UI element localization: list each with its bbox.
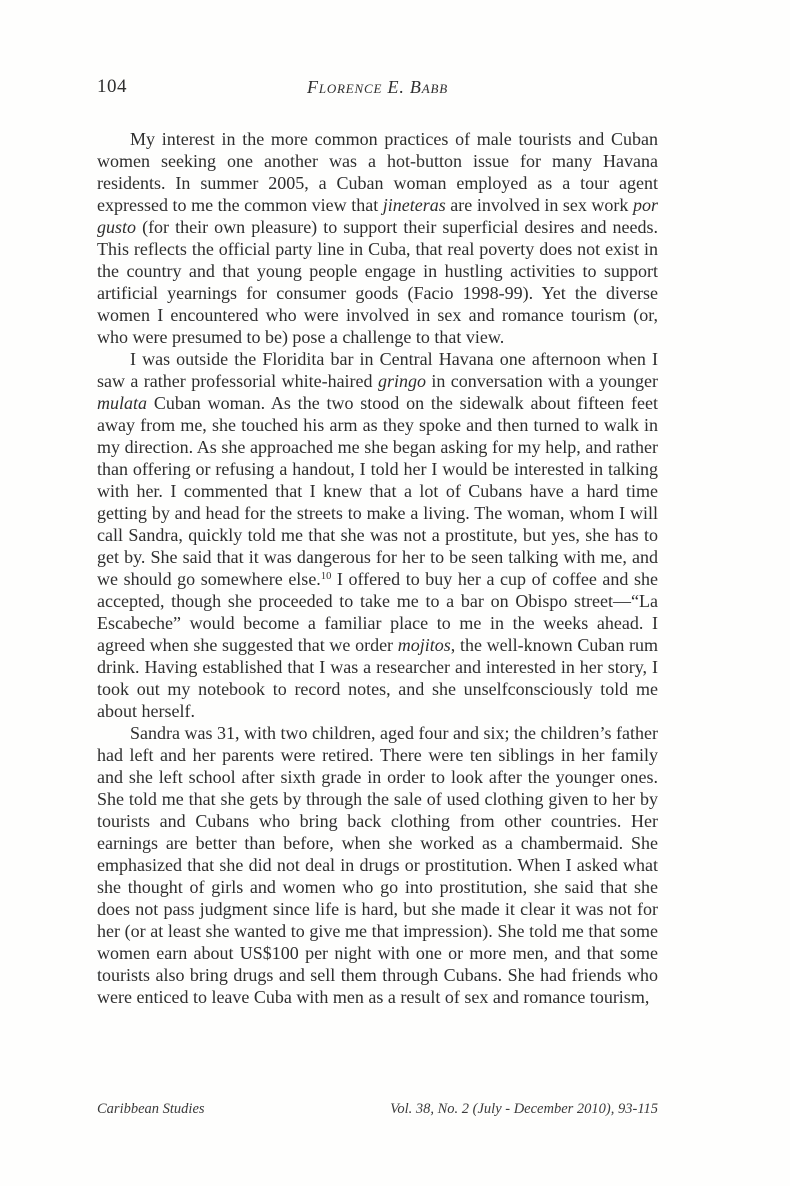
footer-journal-title: Caribbean Studies bbox=[97, 1101, 205, 1117]
text-run: (for their own pleasure) to support their superficial desires and needs. This reflects the official party line in Cuba, that real poverty does not exist in the country and that young people engage in hustling activities to support artificial yearnings for consumer goods (Facio 1998-99). Yet the diverse women I encountered who were involved in sex and romance tourism (or, who were presumed to be) pose a challenge to that view. bbox=[97, 217, 658, 347]
footer-citation: Vol. 38, No. 2 (July - December 2010), 93-115 bbox=[390, 1101, 658, 1117]
italic-term: jineteras bbox=[382, 195, 446, 215]
text-run: Cuban woman. As the two stood on the sidewalk about fifteen feet away from me, she touched his arm as they spoke and then turned to walk in my direction. As she approached me she began asking for my help, and rather than offering or refusing a handout, I told her I would be interested in talking with her. I commented that I knew that a lot of Cubans have a hard time getting by and head for the streets to make a living. The woman, whom I will call Sandra, quickly told me that she was not a prostitute, but yes, she has to get by. She said that it was dangerous for her to be seen talking with me, and we should go somewhere else. bbox=[97, 393, 658, 589]
article-body bbox=[97, 128, 658, 1008]
footnote-marker: 10 bbox=[320, 571, 332, 582]
text-run: I was outside the Floridita bar in Central Havana one afternoon when I saw a rather professorial white-haired bbox=[97, 349, 658, 391]
page-number: 104 bbox=[97, 76, 127, 97]
text-run: I offered to buy her a cup of coffee and she accepted, though she proceeded to take me to a bar on Obispo street—“La Escabeche” would become a familiar place to me in the weeks ahead. I agreed when she suggested that we order bbox=[97, 569, 658, 655]
text-run: Sandra was 31, with two children, aged four and six; the children’s father had left and her parents were retired. There were ten siblings in her family and she left school after sixth grade in order to look after the younger ones. She told me that she gets by through the sale of used clothing given to her by tourists and Cubans who bring back clothing from other countries. Her earnings are better than before, when she worked as a chambermaid. She emphasized that she did not deal in drugs or prostitution. When I asked what she thought of girls and women who go into prostitution, she said that she does not pass judgment since life is hard, but she made it clear it was not for her (or at least she wanted to give me that impression). She told me that some women earn about US$100 per night with one or more men, and that some tourists also bring drugs and sell them through Cubans. She had friends who were enticed to leave Cuba with men as a result of sex and romance tourism, bbox=[97, 723, 658, 1007]
italic-term: por gusto bbox=[97, 195, 658, 237]
text-run: , the well-known Cuban rum drink. Having established that I was a researcher and interested in her story, I took out my notebook to record notes, and she unselfconsciously told me about herself. bbox=[97, 635, 659, 721]
paragraph bbox=[97, 348, 658, 722]
page-header bbox=[97, 76, 658, 102]
italic-term: mulata bbox=[97, 393, 148, 413]
running-head-author: Florence E. Babb bbox=[307, 77, 448, 97]
paragraph bbox=[97, 722, 658, 1008]
paragraph bbox=[97, 128, 658, 348]
text-run: in conversation with a younger bbox=[425, 371, 658, 391]
page-footer bbox=[97, 1101, 658, 1118]
text-run: My interest in the more common practices of male tourists and Cuban women seeking one another was a hot-button issue for many Havana residents. In summer 2005, a Cuban woman employed as a tour agent expressed to me the common view that bbox=[97, 129, 658, 215]
italic-term: gringo bbox=[377, 371, 426, 391]
text-run: are involved in sex work bbox=[445, 195, 633, 215]
italic-term: mojitos bbox=[397, 635, 451, 655]
